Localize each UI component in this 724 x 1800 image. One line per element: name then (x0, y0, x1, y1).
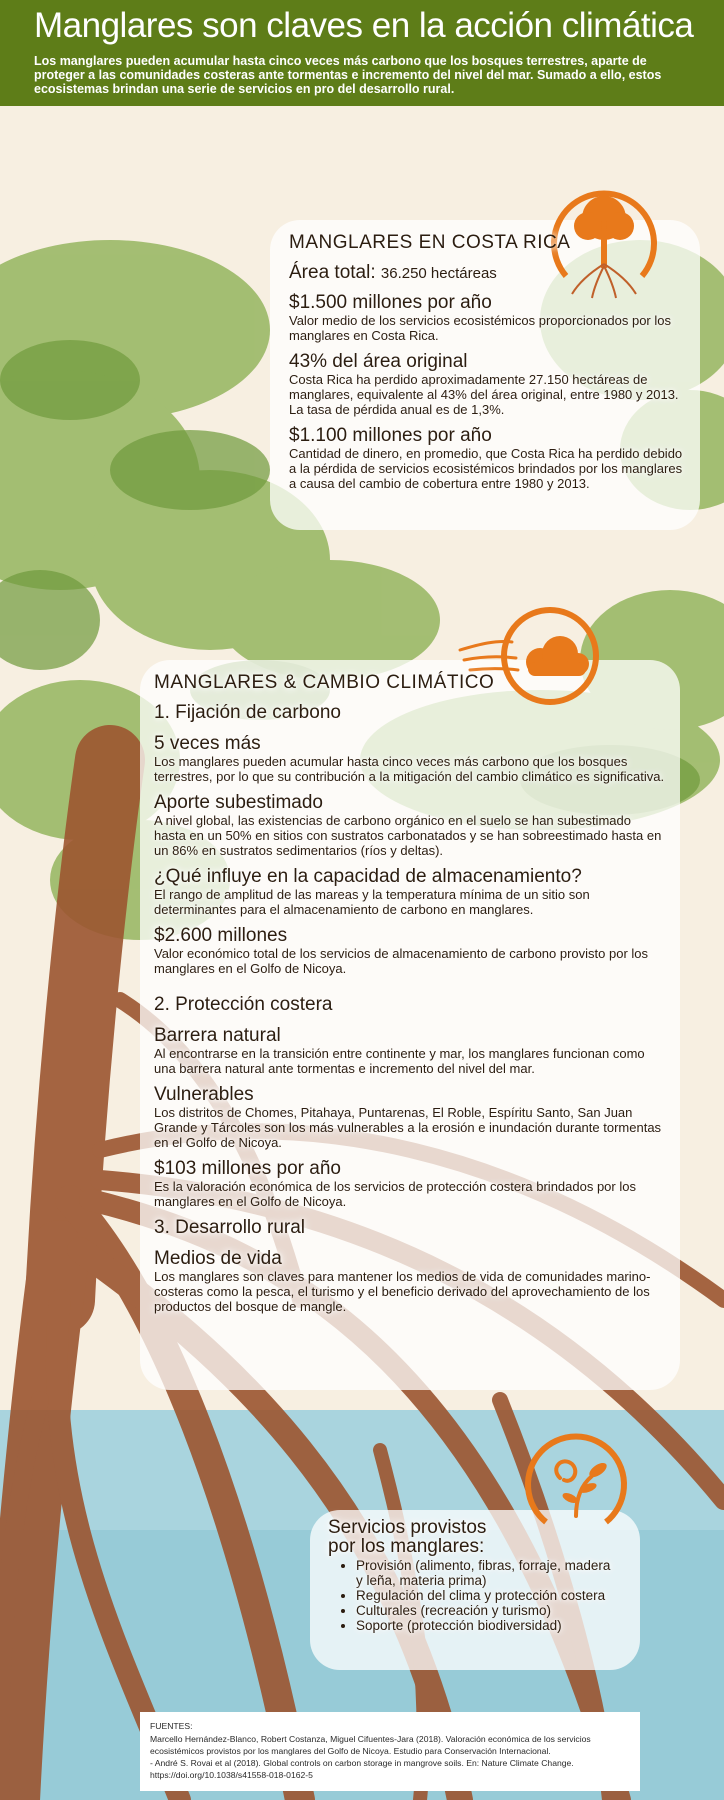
page-subtitle: Los manglares pueden acumular hasta cinco veces más carbono que los bosques terrestres, aparte de proteger a las comunidades costeras ante tormentas e incremento del nivel del mar. Sumado a ello, estos ecosistemas brindan una serie de servicios en pro del desarrollo rural. (34, 54, 662, 96)
cambio-item (154, 925, 666, 976)
cambio-item (154, 1158, 666, 1209)
cr-item (289, 425, 684, 491)
cr-item-value: $1.100 millones por año (289, 425, 492, 446)
sec3-heading: 3. Desarrollo rural (154, 1217, 305, 1238)
sources-box (140, 1712, 640, 1791)
page-title: Manglares son claves en la acción climática (34, 6, 694, 45)
cr-item (289, 292, 684, 343)
area-value: 36.250 hectáreas (380, 265, 497, 282)
sec1-heading: 1. Fijación de carbono (154, 702, 341, 723)
cambio-item-desc: Al encontrarse en la transición entre continente y mar, los manglares funcionan como una barrera natural ante tormentas e incremento del nivel del mar. (154, 1046, 645, 1076)
cambio-item-desc: Los distritos de Chomes, Pitahaya, Puntarenas, El Roble, Espíritu Santo, San Juan Grande y Tárcoles son los más vulnerables a la erosión e inundación durante tormentas en el Golfo de Nicoya. (154, 1105, 662, 1150)
cambio-item-value: $2.600 millones (154, 925, 288, 946)
area-label: Área total: (289, 262, 376, 283)
cambio-section (154, 672, 666, 1322)
cambio-item-value: 5 veces más (154, 733, 261, 754)
area-total (289, 262, 684, 284)
sources-label: FUENTES: (150, 1721, 193, 1731)
cambio-item-value: $103 millones por año (154, 1158, 341, 1179)
header-banner (0, 0, 724, 106)
cambio-item (154, 1025, 666, 1076)
cambio-item (154, 733, 666, 784)
cambio-item-desc: Valor económico total de los servicios de almacenamiento de carbono provisto por los manglares en el Golfo de Nicoya. (154, 946, 649, 976)
cr-item (289, 351, 684, 417)
sec2-heading: 2. Protección costera (154, 994, 333, 1015)
cambio-title: MANGLARES & CAMBIO CLIMÁTICO (154, 672, 495, 693)
servicios-title: Servicios provistos por los manglares: (328, 1517, 487, 1557)
cr-item-value: 43% del área original (289, 351, 468, 372)
source-ref: - André S. Rovai et al (2018). Global controls on carbon storage in mangrove soils. En: Nature Climate Change. https://doi.org/10.1038/s41558-018-0162-5 (150, 1758, 574, 1780)
cambio-item-value: ¿Qué influye en la capacidad de almacenamiento? (154, 866, 582, 887)
cambio-item (154, 866, 666, 917)
cr-item-desc: Costa Rica ha perdido aproximadamente 27.150 hectáreas de manglares, equivalente al 43% del área original, entre 1980 y 2013. La tasa de pérdida anual es de 1,3%. (289, 372, 679, 417)
cambio-item (154, 792, 666, 858)
cr-item-desc: Cantidad de dinero, en promedio, que Costa Rica ha perdido debido a la pérdida de servicios ecosistémicos brindados por los manglares a causa del cambio de cobertura entre 1980 y 2013. (289, 446, 683, 491)
servicio-item: • Provisión (alimento, fibras, forraje, madera y leña, materia prima) (356, 1558, 620, 1588)
servicio-item: • Culturales (recreación y turismo) (356, 1603, 620, 1618)
cambio-item-desc: Es la valoración económica de los servicios de protección costera brindados por los manglares en el Golfo de Nicoya. (154, 1179, 636, 1209)
servicio-item: • Regulación del clima y protección costera (356, 1588, 620, 1603)
cr-item-value: $1.500 millones por año (289, 292, 492, 313)
cambio-item-desc: A nivel global, las existencias de carbono orgánico en el suelo se han subestimado hasta en un 50% en sitios con sustratos carbonatados y se han sobreestimado hasta en un 86% en sustratos sedimentarios (ríos y deltas). (154, 813, 662, 858)
servicios-list (328, 1558, 620, 1633)
costa-rica-section (289, 232, 684, 499)
servicio-item: • Soporte (protección biodiversidad) (356, 1618, 620, 1633)
costa-rica-title: MANGLARES EN COSTA RICA (289, 232, 571, 253)
cambio-item-value: Vulnerables (154, 1084, 254, 1105)
cambio-item (154, 1084, 666, 1150)
source-ref: Marcello Hernández-Blanco, Robert Costanza, Miguel Cifuentes-Jara (2018). Valoración económica de los servicios ecosistémicos provistos por los manglares del Golfo de Nicoya. Estudio para Conservación Internacional. (150, 1734, 591, 1756)
servicios-section (328, 1518, 620, 1633)
cambio-item-desc: Los manglares pueden acumular hasta cinco veces más carbono que los bosques terrestres, por lo que su contribución a la mitigación del cambio climático es significativa. (154, 754, 665, 784)
cambio-item-desc: Los manglares son claves para mantener los medios de vida de comunidades marino-costeras como la pesca, el turismo y el beneficio derivado del aprovechamiento de los productos del bosque de mangle. (154, 1269, 651, 1314)
cr-item-desc: Valor medio de los servicios ecosistémicos proporcionados por los manglares en Costa Rica. (289, 313, 671, 343)
cambio-item-value: Barrera natural (154, 1025, 281, 1046)
cambio-item-value: Aporte subestimado (154, 792, 323, 813)
cambio-item-desc: El rango de amplitud de las mareas y la temperatura mínima de un sitio son determinantes para el almacenamiento de carbono en manglares. (154, 887, 590, 917)
cambio-item (154, 1248, 666, 1314)
cambio-item-value: Medios de vida (154, 1248, 282, 1269)
